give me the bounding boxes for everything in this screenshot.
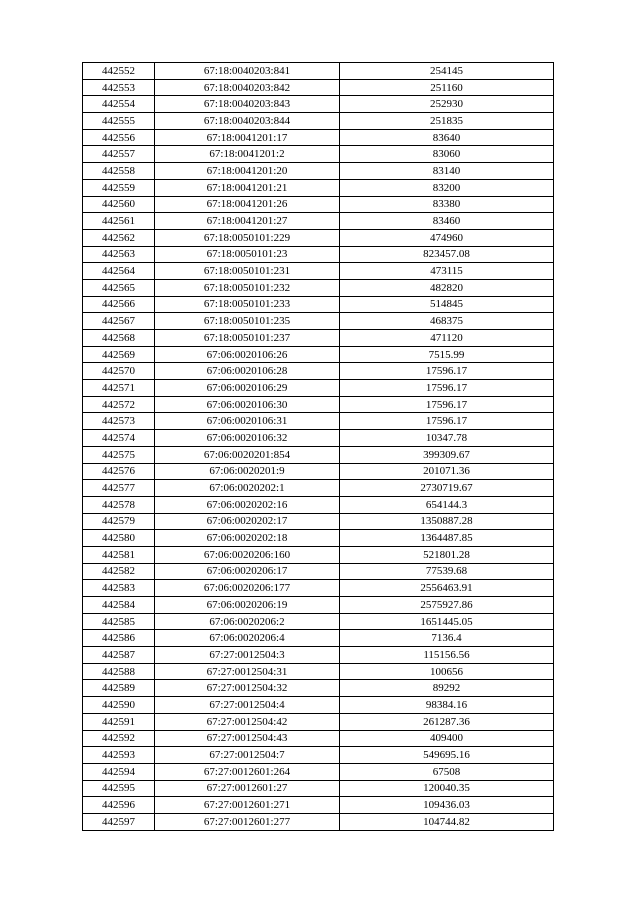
cadastral-number-cell: 67:18:0050101:23 — [155, 246, 340, 263]
table-row — [83, 246, 554, 263]
table-row — [83, 346, 554, 363]
value-cell: 83380 — [340, 196, 554, 213]
row-number-cell: 442565 — [83, 279, 155, 296]
value-cell: 201071.36 — [340, 463, 554, 480]
value-cell: 1350887.28 — [340, 513, 554, 530]
row-number-cell: 442592 — [83, 730, 155, 747]
cadastral-number-cell: 67:18:0041201:20 — [155, 163, 340, 180]
cadastral-number-cell: 67:27:0012504:7 — [155, 747, 340, 764]
table-row — [83, 380, 554, 397]
value-cell: 251835 — [340, 113, 554, 130]
row-number-cell: 442595 — [83, 780, 155, 797]
value-cell: 7136.4 — [340, 630, 554, 647]
cadastral-number-cell: 67:18:0050101:233 — [155, 296, 340, 313]
value-cell: 2575927.86 — [340, 597, 554, 614]
cadastral-number-cell: 67:27:0012504:31 — [155, 663, 340, 680]
value-cell: 471120 — [340, 330, 554, 347]
value-cell: 482820 — [340, 279, 554, 296]
row-number-cell: 442570 — [83, 363, 155, 380]
value-cell: 100656 — [340, 663, 554, 680]
table-row — [83, 430, 554, 447]
cadastral-number-cell: 67:27:0012504:32 — [155, 680, 340, 697]
row-number-cell: 442584 — [83, 597, 155, 614]
table-row — [83, 96, 554, 113]
cadastral-number-cell: 67:06:0020206:177 — [155, 580, 340, 597]
cadastral-number-cell: 67:18:0040203:841 — [155, 63, 340, 80]
table-row — [83, 813, 554, 830]
row-number-cell: 442591 — [83, 713, 155, 730]
table-row — [83, 363, 554, 380]
row-number-cell: 442594 — [83, 763, 155, 780]
value-cell: 1364487.85 — [340, 530, 554, 547]
row-number-cell: 442559 — [83, 179, 155, 196]
table-row — [83, 663, 554, 680]
table-row — [83, 597, 554, 614]
cadastral-number-cell: 67:06:0020106:26 — [155, 346, 340, 363]
cadastral-number-cell: 67:18:0040203:844 — [155, 113, 340, 130]
table-row — [83, 680, 554, 697]
table-row — [83, 296, 554, 313]
table-row — [83, 647, 554, 664]
row-number-cell: 442553 — [83, 79, 155, 96]
row-number-cell: 442563 — [83, 246, 155, 263]
value-cell: 89292 — [340, 680, 554, 697]
value-cell: 104744.82 — [340, 813, 554, 830]
row-number-cell: 442577 — [83, 480, 155, 497]
table-row — [83, 163, 554, 180]
value-cell: 17596.17 — [340, 413, 554, 430]
row-number-cell: 442593 — [83, 747, 155, 764]
cadastral-number-cell: 67:27:0012504:3 — [155, 647, 340, 664]
table-body — [83, 63, 554, 831]
value-cell: 514845 — [340, 296, 554, 313]
value-cell: 409400 — [340, 730, 554, 747]
value-cell: 254145 — [340, 63, 554, 80]
cadastral-number-cell: 67:06:0020106:31 — [155, 413, 340, 430]
table-row — [83, 63, 554, 80]
table-row — [83, 513, 554, 530]
table-row — [83, 463, 554, 480]
table-row — [83, 146, 554, 163]
cadastral-number-cell: 67:18:0040203:842 — [155, 79, 340, 96]
row-number-cell: 442555 — [83, 113, 155, 130]
value-cell: 399309.67 — [340, 446, 554, 463]
row-number-cell: 442587 — [83, 647, 155, 664]
cadastral-number-cell: 67:18:0050101:237 — [155, 330, 340, 347]
cadastral-number-cell: 67:18:0050101:231 — [155, 263, 340, 280]
table-row — [83, 446, 554, 463]
cadastral-number-cell: 67:06:0020202:16 — [155, 496, 340, 513]
value-cell: 83200 — [340, 179, 554, 196]
table-row — [83, 413, 554, 430]
table-row — [83, 730, 554, 747]
cadastral-number-cell: 67:06:0020202:17 — [155, 513, 340, 530]
table-row — [83, 263, 554, 280]
value-cell: 109436.03 — [340, 797, 554, 814]
table-row — [83, 196, 554, 213]
table-row — [83, 229, 554, 246]
value-cell: 98384.16 — [340, 697, 554, 714]
row-number-cell: 442567 — [83, 313, 155, 330]
cadastral-number-cell: 67:18:0041201:17 — [155, 129, 340, 146]
cadastral-number-cell: 67:18:0050101:235 — [155, 313, 340, 330]
table-row — [83, 213, 554, 230]
cadastral-number-cell: 67:06:0020202:1 — [155, 480, 340, 497]
table-row — [83, 780, 554, 797]
row-number-cell: 442573 — [83, 413, 155, 430]
row-number-cell: 442596 — [83, 797, 155, 814]
cadastral-number-cell: 67:27:0012601:271 — [155, 797, 340, 814]
row-number-cell: 442571 — [83, 380, 155, 397]
cadastral-number-cell: 67:06:0020106:30 — [155, 396, 340, 413]
value-cell: 252930 — [340, 96, 554, 113]
cadastral-number-cell: 67:27:0012504:4 — [155, 697, 340, 714]
row-number-cell: 442585 — [83, 613, 155, 630]
cadastral-number-cell: 67:06:0020106:28 — [155, 363, 340, 380]
cadastral-number-cell: 67:06:0020206:17 — [155, 563, 340, 580]
value-cell: 17596.17 — [340, 380, 554, 397]
cadastral-number-cell: 67:27:0012601:264 — [155, 763, 340, 780]
cadastral-number-cell: 67:06:0020106:32 — [155, 430, 340, 447]
value-cell: 521801.28 — [340, 546, 554, 563]
value-cell: 468375 — [340, 313, 554, 330]
value-cell: 2730719.67 — [340, 480, 554, 497]
value-cell: 251160 — [340, 79, 554, 96]
value-cell: 473115 — [340, 263, 554, 280]
cadastral-number-cell: 67:06:0020201:9 — [155, 463, 340, 480]
row-number-cell: 442579 — [83, 513, 155, 530]
value-cell: 17596.17 — [340, 396, 554, 413]
row-number-cell: 442561 — [83, 213, 155, 230]
row-number-cell: 442576 — [83, 463, 155, 480]
table-row — [83, 396, 554, 413]
value-cell: 10347.78 — [340, 430, 554, 447]
table-row — [83, 129, 554, 146]
row-number-cell: 442574 — [83, 430, 155, 447]
table-row — [83, 713, 554, 730]
row-number-cell: 442558 — [83, 163, 155, 180]
row-number-cell: 442581 — [83, 546, 155, 563]
value-cell: 654144.3 — [340, 496, 554, 513]
cadastral-number-cell: 67:06:0020201:854 — [155, 446, 340, 463]
row-number-cell: 442568 — [83, 330, 155, 347]
cadastral-number-cell: 67:27:0012601:277 — [155, 813, 340, 830]
cadastral-number-cell: 67:18:0041201:26 — [155, 196, 340, 213]
cadastral-number-cell: 67:06:0020206:19 — [155, 597, 340, 614]
table-row — [83, 747, 554, 764]
table-row — [83, 330, 554, 347]
table-row — [83, 697, 554, 714]
table-row — [83, 79, 554, 96]
table-row — [83, 496, 554, 513]
table-row — [83, 179, 554, 196]
cadastral-number-cell: 67:06:0020206:160 — [155, 546, 340, 563]
value-cell: 474960 — [340, 229, 554, 246]
row-number-cell: 442562 — [83, 229, 155, 246]
data-table — [82, 62, 554, 831]
table-row — [83, 797, 554, 814]
row-number-cell: 442560 — [83, 196, 155, 213]
row-number-cell: 442590 — [83, 697, 155, 714]
row-number-cell: 442557 — [83, 146, 155, 163]
cadastral-number-cell: 67:06:0020206:2 — [155, 613, 340, 630]
row-number-cell: 442572 — [83, 396, 155, 413]
table-row — [83, 313, 554, 330]
cadastral-number-cell: 67:06:0020106:29 — [155, 380, 340, 397]
value-cell: 1651445.05 — [340, 613, 554, 630]
row-number-cell: 442578 — [83, 496, 155, 513]
row-number-cell: 442586 — [83, 630, 155, 647]
cadastral-number-cell: 67:06:0020202:18 — [155, 530, 340, 547]
cadastral-number-cell: 67:18:0050101:232 — [155, 279, 340, 296]
row-number-cell: 442597 — [83, 813, 155, 830]
value-cell: 17596.17 — [340, 363, 554, 380]
row-number-cell: 442566 — [83, 296, 155, 313]
cadastral-number-cell: 67:18:0041201:2 — [155, 146, 340, 163]
cadastral-number-cell: 67:18:0041201:21 — [155, 179, 340, 196]
cadastral-number-cell: 67:27:0012504:43 — [155, 730, 340, 747]
row-number-cell: 442564 — [83, 263, 155, 280]
row-number-cell: 442589 — [83, 680, 155, 697]
value-cell: 549695.16 — [340, 747, 554, 764]
table-row — [83, 113, 554, 130]
table-row — [83, 763, 554, 780]
cadastral-number-cell: 67:06:0020206:4 — [155, 630, 340, 647]
table-row — [83, 530, 554, 547]
value-cell: 67508 — [340, 763, 554, 780]
table-row — [83, 279, 554, 296]
table-row — [83, 563, 554, 580]
value-cell: 120040.35 — [340, 780, 554, 797]
value-cell: 261287.36 — [340, 713, 554, 730]
cadastral-number-cell: 67:18:0040203:843 — [155, 96, 340, 113]
value-cell: 77539.68 — [340, 563, 554, 580]
row-number-cell: 442575 — [83, 446, 155, 463]
row-number-cell: 442569 — [83, 346, 155, 363]
value-cell: 83140 — [340, 163, 554, 180]
row-number-cell: 442588 — [83, 663, 155, 680]
cadastral-number-cell: 67:27:0012601:27 — [155, 780, 340, 797]
table-row — [83, 630, 554, 647]
value-cell: 7515.99 — [340, 346, 554, 363]
value-cell: 83640 — [340, 129, 554, 146]
value-cell: 823457.08 — [340, 246, 554, 263]
table-row — [83, 480, 554, 497]
value-cell: 83060 — [340, 146, 554, 163]
row-number-cell: 442582 — [83, 563, 155, 580]
table-row — [83, 546, 554, 563]
value-cell: 115156.56 — [340, 647, 554, 664]
table-row — [83, 613, 554, 630]
table-row — [83, 580, 554, 597]
row-number-cell: 442580 — [83, 530, 155, 547]
value-cell: 83460 — [340, 213, 554, 230]
value-cell: 2556463.91 — [340, 580, 554, 597]
cadastral-number-cell: 67:18:0050101:229 — [155, 229, 340, 246]
row-number-cell: 442554 — [83, 96, 155, 113]
cadastral-number-cell: 67:27:0012504:42 — [155, 713, 340, 730]
row-number-cell: 442556 — [83, 129, 155, 146]
row-number-cell: 442552 — [83, 63, 155, 80]
row-number-cell: 442583 — [83, 580, 155, 597]
cadastral-number-cell: 67:18:0041201:27 — [155, 213, 340, 230]
